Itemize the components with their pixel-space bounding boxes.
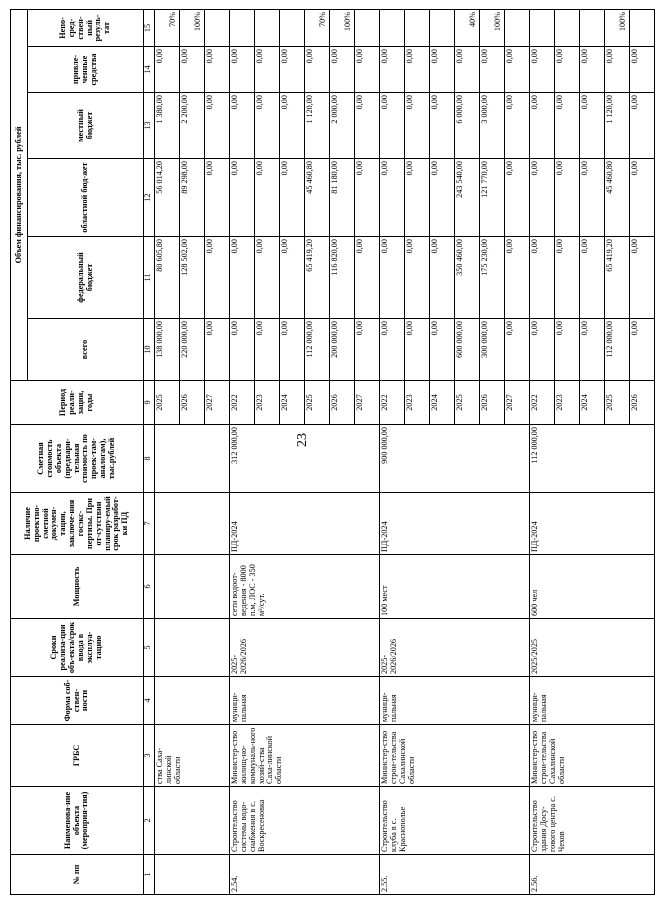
implementation-terms: 2025-2026/2026 [380,619,530,677]
funding-local: 2 200,00 [180,93,205,159]
funding-total: 138 000,00 [155,319,180,381]
direct-result: 40% [455,9,480,46]
col-number: 9 [144,381,155,425]
col-number: 12 [144,159,155,237]
funding-attracted: 0,00 [280,47,305,93]
direct-result [580,9,605,46]
funding-local: 1 120,00 [305,93,330,159]
funding-federal: 0,00 [205,237,230,319]
funding-regional: 0,00 [430,159,455,237]
funding-federal: 0,00 [230,237,255,319]
period-year: 2022 [230,381,255,425]
funding-regional: 0,00 [505,159,530,237]
funding-local: 3 000,00 [480,93,505,159]
funding-total: 0,00 [355,319,380,381]
table-row [155,9,180,894]
grbs-name: ства Саха-линской области [155,725,230,787]
funding-total: 112 000,00 [305,319,330,381]
financing-table [10,9,655,895]
funding-federal: 0,00 [280,237,305,319]
header-regional: областной бюд-жет [28,159,144,237]
funding-attracted: 0,00 [230,47,255,93]
funding-regional: 0,00 [255,159,280,237]
capacity: 100 мест [380,555,530,619]
funding-regional: 0,00 [205,159,230,237]
direct-result: 100% [180,9,205,46]
funding-local: 0,00 [230,93,255,159]
funding-federal: 0,00 [380,237,405,319]
table-row [230,9,255,894]
direct-result [205,9,230,46]
capacity: сети водоот-ведения - 8000 п.м, ЛОС - 350 м³/сут. [230,555,380,619]
funding-local: 0,00 [205,93,230,159]
header-federal: федеральный бюджет [28,237,144,319]
funding-attracted: 0,00 [605,47,630,93]
direct-result [355,9,380,46]
funding-federal: 0,00 [355,237,380,319]
funding-attracted: 0,00 [380,47,405,93]
direct-result [555,9,580,46]
funding-federal: 350 460,00 [455,237,480,319]
col-number: 15 [144,9,155,46]
funding-regional: 89 298,00 [180,159,205,237]
funding-attracted: 0,00 [305,47,330,93]
header-terms: Сроки реализа-ции объ-екта/срок ввода в эксплуа-тацию [11,619,144,677]
funding-total: 0,00 [230,319,255,381]
funding-total: 200 000,00 [330,319,355,381]
funding-total: 0,00 [380,319,405,381]
funding-total: 0,00 [630,319,655,381]
funding-attracted: 0,00 [355,47,380,93]
col-number: 6 [144,555,155,619]
funding-federal: 0,00 [505,237,530,319]
funding-local: 0,00 [355,93,380,159]
design-docs-status: ПД-2024 [380,493,530,555]
direct-result [380,9,405,46]
funding-local: 0,00 [280,93,305,159]
funding-regional: 0,00 [380,159,405,237]
funding-attracted: 0,00 [155,47,180,93]
funding-local: 2 000,00 [330,93,355,159]
period-year: 2027 [505,381,530,425]
header-total: всего [28,319,144,381]
grbs-name: Министер-ство строи-тельства Сахалинской области [380,725,530,787]
funding-federal: 0,00 [530,237,555,319]
funding-regional: 45 460,80 [605,159,630,237]
period-year: 2026 [630,381,655,425]
object-number: 2.55. [380,855,530,895]
direct-result [405,9,430,46]
period-year: 2026 [180,381,205,425]
rotated-table-container [10,10,639,895]
direct-result [280,9,305,46]
funding-total: 0,00 [405,319,430,381]
funding-local: 6 000,00 [455,93,480,159]
funding-local: 0,00 [430,93,455,159]
col-number: 2 [144,787,155,855]
header-funding-group: Объем финансирования, тыс. рублей [11,9,28,380]
direct-result: 100% [330,9,355,46]
col-number: 10 [144,319,155,381]
funding-attracted: 0,00 [630,47,655,93]
estimate-cost [155,425,230,493]
direct-result: 100% [605,9,630,46]
funding-regional: 56 014,20 [155,159,180,237]
col-number: 14 [144,47,155,93]
ownership-form: муници-пальная [530,677,655,725]
funding-local: 1 120,00 [605,93,630,159]
period-year: 2025 [455,381,480,425]
col-number: 3 [144,725,155,787]
object-name [155,787,230,855]
funding-federal: 0,00 [555,237,580,319]
direct-result: 70% [305,9,330,46]
funding-regional: 45 460,80 [305,159,330,237]
header-grbs: ГРБС [11,725,144,787]
funding-total: 0,00 [255,319,280,381]
funding-attracted: 0,00 [455,47,480,93]
estimate-cost: 312 000,00 [230,425,380,493]
period-year: 2022 [530,381,555,425]
header-attracted: привле-ченные средства [28,47,144,93]
estimate-cost: 112 000,00 [530,425,655,493]
funding-total: 0,00 [430,319,455,381]
funding-total: 0,00 [555,319,580,381]
funding-attracted: 0,00 [430,47,455,93]
header-ownership: Форма соб-ствен-ности [11,677,144,725]
period-year: 2024 [280,381,305,425]
header-capacity: Мощность [11,555,144,619]
funding-local: 0,00 [530,93,555,159]
object-name: Строительство здания Досу-гового центра с. Чехов [530,787,655,855]
direct-result [255,9,280,46]
period-year: 2022 [380,381,405,425]
funding-local: 0,00 [255,93,280,159]
funding-regional: 0,00 [355,159,380,237]
funding-total: 0,00 [505,319,530,381]
table-body [144,9,655,894]
funding-attracted: 0,00 [580,47,605,93]
funding-local: 0,00 [505,93,530,159]
direct-result [230,9,255,46]
funding-attracted: 0,00 [255,47,280,93]
funding-federal: 0,00 [255,237,280,319]
implementation-terms: 2025-2026/2026 [230,619,380,677]
period-year: 2025 [305,381,330,425]
ownership-form [155,677,230,725]
funding-regional: 0,00 [230,159,255,237]
column-numbers-row [144,9,155,894]
period-year: 2023 [405,381,430,425]
table-row [530,9,555,894]
funding-regional: 243 540,00 [455,159,480,237]
col-number: 7 [144,493,155,555]
table-row [380,9,405,894]
direct-result [505,9,530,46]
funding-attracted: 0,00 [205,47,230,93]
col-number: 13 [144,93,155,159]
header-name: Наименова-ние объекта (мероприя-тия) [11,787,144,855]
funding-total: 0,00 [280,319,305,381]
capacity: 600 чел [530,555,655,619]
funding-federal: 65 419,20 [305,237,330,319]
funding-total: 220 000,00 [180,319,205,381]
direct-result: 70% [155,9,180,46]
period-year: 2023 [555,381,580,425]
direct-result [530,9,555,46]
direct-result: 100% [480,9,505,46]
col-number: 11 [144,237,155,319]
funding-attracted: 0,00 [180,47,205,93]
grbs-name: Министер-ство жилищ-но-коммуналь-ного хозяй-ства Саха-линской области [230,725,380,787]
funding-attracted: 0,00 [530,47,555,93]
grbs-name: Министер-ство строи-тельства Сахалинской области [530,725,655,787]
funding-regional: 0,00 [580,159,605,237]
funding-total: 300 000,00 [480,319,505,381]
funding-federal: 0,00 [630,237,655,319]
object-number: 2.56. [530,855,655,895]
funding-attracted: 0,00 [505,47,530,93]
funding-local: 0,00 [555,93,580,159]
funding-local: 1 380,00 [155,93,180,159]
funding-total: 0,00 [580,319,605,381]
estimate-cost: 900 000,00 [380,425,530,493]
funding-total: 600 000,00 [455,319,480,381]
funding-regional: 0,00 [530,159,555,237]
header-design-docs: Наличие проектно-сметной докумен-тации, заключе-ния госэкс-пертизы. При от-сутствии планиру-емый срок разработ-ки ПД [11,493,144,555]
header-estimate: Сметная стоимость объекта (предвари-тельная стоимость по проек-там-аналогам), тыс.рублей [11,425,144,493]
ownership-form: муници-пальная [380,677,530,725]
period-year: 2025 [605,381,630,425]
funding-attracted: 0,00 [480,47,505,93]
funding-local: 0,00 [380,93,405,159]
funding-attracted: 0,00 [555,47,580,93]
design-docs-status [155,493,230,555]
funding-federal: 65 419,20 [605,237,630,319]
period-year: 2025 [155,381,180,425]
funding-regional: 0,00 [555,159,580,237]
funding-local: 0,00 [405,93,430,159]
funding-federal: 175 230,00 [480,237,505,319]
design-docs-status: ПД-2024 [230,493,380,555]
period-year: 2027 [205,381,230,425]
funding-total: 0,00 [205,319,230,381]
period-year: 2023 [255,381,280,425]
object-number [155,855,230,895]
col-number: 5 [144,619,155,677]
col-number: 8 [144,425,155,493]
implementation-terms [155,619,230,677]
funding-total: 0,00 [530,319,555,381]
col-number: 4 [144,677,155,725]
funding-regional: 0,00 [405,159,430,237]
period-year: 2024 [430,381,455,425]
period-year: 2026 [330,381,355,425]
funding-federal: 80 605,80 [155,237,180,319]
funding-federal: 116 820,00 [330,237,355,319]
funding-attracted: 0,00 [405,47,430,93]
funding-local: 0,00 [630,93,655,159]
header-num: № пп [11,855,144,895]
direct-result [430,9,455,46]
funding-federal: 0,00 [430,237,455,319]
funding-federal: 0,00 [580,237,605,319]
funding-federal: 128 502,00 [180,237,205,319]
period-year: 2026 [480,381,505,425]
design-docs-status: ПД-2024 [530,493,655,555]
capacity [155,555,230,619]
funding-regional: 0,00 [630,159,655,237]
implementation-terms: 2025/2025 [530,619,655,677]
funding-attracted: 0,00 [330,47,355,93]
funding-regional: 81 180,00 [330,159,355,237]
header-local: местный бюджет [28,93,144,159]
page-number: 23 [295,433,310,447]
funding-regional: 121 770,00 [480,159,505,237]
object-name: Строительство системы водо-снабжения в с. Воскресеновка [230,787,380,855]
col-number: 1 [144,855,155,895]
funding-local: 0,00 [580,93,605,159]
funding-federal: 0,00 [405,237,430,319]
period-year: 2024 [580,381,605,425]
header-result: Непо-сред-ствен-ный резуль-тат [28,9,144,46]
header-period: Период реали-зации, годы [11,381,144,425]
object-number: 2.54. [230,855,380,895]
object-name: Строительство клуба в с. Краснополье [380,787,530,855]
ownership-form: муници-пальная [230,677,380,725]
period-year: 2027 [355,381,380,425]
funding-total: 112 000,00 [605,319,630,381]
direct-result [630,9,655,46]
funding-regional: 0,00 [280,159,305,237]
